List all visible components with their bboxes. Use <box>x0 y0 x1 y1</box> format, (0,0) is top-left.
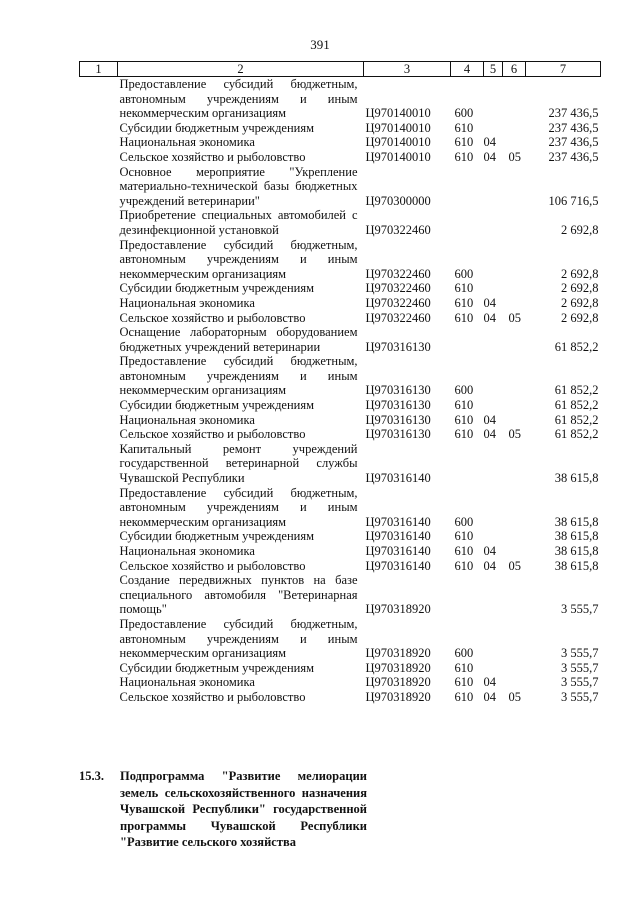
row-code-cell: Ц970316140 <box>365 558 431 573</box>
table-row <box>80 281 601 296</box>
table-row <box>80 544 601 559</box>
table-row <box>80 559 601 574</box>
page-number: 391 <box>310 37 330 52</box>
row-number-cell <box>80 529 118 544</box>
row-amount-cell: 3 555,7 <box>561 646 599 661</box>
row-rz-cell: 04 <box>483 310 496 325</box>
table-row <box>80 165 601 209</box>
row-amount-cell: 38 615,8 <box>554 529 599 544</box>
row-vr-cell: 610 <box>454 544 474 558</box>
row-number-cell <box>80 165 118 209</box>
row-code-cell: Ц970316130 <box>365 412 431 427</box>
row-amount-cell: 38 615,8 <box>554 558 599 573</box>
row-code-cell: Ц970140010 <box>365 135 431 150</box>
table-header-row <box>80 62 601 77</box>
row-vr-cell: 610 <box>454 295 474 310</box>
row-amount-cell: 237 436,5 <box>548 106 599 121</box>
header-cell-6: 6 <box>503 62 526 77</box>
row-pr-cell <box>503 544 526 559</box>
row-name-cell: Национальная экономика <box>119 544 255 558</box>
row-name-cell: Субсидии бюджетным учреждениям <box>119 398 315 413</box>
row-name-cell: Предоставление субсидий бюджетным, автономным учреждениям и иным некоммерческим организациям <box>119 354 358 398</box>
row-vr-cell: 600 <box>454 266 474 281</box>
row-name-cell: Основное мероприятие "Укрепление материально-технической базы бюджетных учреждений ветеринарии" <box>119 164 358 208</box>
row-pr-cell <box>503 354 526 398</box>
row-code-cell: Ц970318920 <box>365 602 431 617</box>
row-number-cell <box>80 413 118 428</box>
row-pr-cell <box>503 413 526 428</box>
row-vr-cell: 610 <box>454 310 474 325</box>
row-vr-cell: 610 <box>454 398 474 413</box>
row-name-cell: Предоставление субсидий бюджетным, автономным учреждениям и иным некоммерческим организациям <box>119 616 358 661</box>
row-name-cell: Национальная экономика <box>119 675 255 690</box>
row-pr-cell <box>503 281 526 296</box>
row-pr-cell <box>503 398 526 413</box>
row-vr-cell: 610 <box>454 529 474 544</box>
row-pr-cell <box>503 296 526 311</box>
header-cell-3: 3 <box>364 62 451 77</box>
header-cell-1: 1 <box>80 62 118 77</box>
row-name-cell: Сельское хозяйство и рыболовство <box>119 558 306 573</box>
row-amount-cell: 3 555,7 <box>561 675 599 690</box>
row-name-cell: Сельское хозяйство и рыболовство <box>119 149 306 164</box>
row-code-cell: Ц970316140 <box>365 514 431 529</box>
row-vr-cell: 610 <box>454 689 474 704</box>
row-amount-cell: 61 852,2 <box>554 398 599 413</box>
table-row <box>80 135 601 150</box>
header-cell-5: 5 <box>484 62 503 77</box>
row-code-cell: Ц970300000 <box>365 193 431 208</box>
row-number-cell <box>80 398 118 413</box>
row-code-cell: Ц970318920 <box>365 646 431 661</box>
row-vr-cell: 600 <box>454 106 474 121</box>
row-amount-cell: 61 852,2 <box>554 383 599 398</box>
row-number-cell <box>80 617 118 661</box>
budget-table <box>79 61 601 705</box>
row-vr-cell: 600 <box>454 646 474 661</box>
row-vr-cell: 600 <box>454 383 474 398</box>
row-amount-cell: 237 436,5 <box>548 149 599 164</box>
row-rz-cell: 04 <box>483 427 496 442</box>
table-row <box>80 427 601 442</box>
row-vr-cell: 610 <box>454 149 474 164</box>
row-name-cell: Создание передвижных пунктов на базе специального автомобиля "Ветеринарная помощь" <box>119 573 358 617</box>
row-number-cell <box>80 559 118 574</box>
row-pr-cell <box>503 442 526 486</box>
row-pr-cell <box>503 77 526 121</box>
row-pr-cell: 05 <box>508 149 521 164</box>
row-pr-cell <box>503 675 526 690</box>
row-code-cell: Ц970322460 <box>365 266 431 281</box>
table-row <box>80 573 601 617</box>
row-code-cell: Ц970140010 <box>365 149 431 164</box>
table-row <box>80 675 601 690</box>
row-code-cell: Ц970316130 <box>365 427 431 442</box>
row-vr-cell: 610 <box>454 660 474 675</box>
row-amount-cell: 3 555,7 <box>561 689 599 704</box>
row-name-cell: Субсидии бюджетным учреждениям <box>119 529 315 544</box>
row-vr-cell <box>451 208 484 237</box>
row-name-cell: Сельское хозяйство и рыболовство <box>119 427 306 442</box>
row-name-cell: Национальная экономика <box>119 135 255 150</box>
row-amount-cell: 237 436,5 <box>548 120 599 135</box>
subprogram-number: 15.3. <box>79 769 104 783</box>
row-number-cell <box>80 135 118 150</box>
row-amount-cell: 2 692,8 <box>561 295 599 310</box>
row-pr-cell <box>503 238 526 282</box>
row-number-cell <box>80 486 118 530</box>
table-row <box>80 354 601 398</box>
row-rz-cell <box>484 121 503 136</box>
row-pr-cell <box>503 486 526 530</box>
row-rz-cell <box>484 573 503 617</box>
row-number-cell <box>80 325 118 354</box>
row-amount-cell: 3 555,7 <box>561 660 599 675</box>
row-rz-cell: 04 <box>483 295 496 310</box>
row-code-cell: Ц970318920 <box>365 689 431 704</box>
row-code-cell: Ц970140010 <box>365 106 431 121</box>
row-number-cell <box>80 238 118 282</box>
row-name-cell: Предоставление субсидий бюджетным, автономным учреждениям и иным некоммерческим организациям <box>119 77 358 121</box>
row-vr-cell: 600 <box>454 514 474 529</box>
row-code-cell: Ц970316130 <box>365 339 431 354</box>
row-rz-cell: 04 <box>483 675 496 690</box>
table-row <box>80 442 601 486</box>
row-name-cell: Предоставление субсидий бюджетным, автономным учреждениям и иным некоммерческим организациям <box>119 237 358 281</box>
row-code-cell: Ц970316130 <box>365 383 431 398</box>
row-pr-cell <box>503 573 526 617</box>
row-amount-cell: 61 852,2 <box>554 412 599 427</box>
row-code-cell: Ц970316140 <box>365 544 431 558</box>
table-row <box>80 529 601 544</box>
row-code-cell: Ц970322460 <box>365 310 431 325</box>
row-pr-cell: 05 <box>508 427 521 442</box>
row-number-cell <box>80 311 118 326</box>
row-rz-cell <box>484 617 503 661</box>
row-vr-cell <box>451 165 484 209</box>
table-row <box>80 238 601 282</box>
row-amount-cell: 61 852,2 <box>554 427 599 442</box>
row-rz-cell <box>484 486 503 530</box>
row-pr-cell <box>503 529 526 544</box>
row-rz-cell <box>484 325 503 354</box>
table-row <box>80 77 601 121</box>
table-row <box>80 617 601 661</box>
row-name-cell: Субсидии бюджетным учреждениям <box>119 120 315 135</box>
row-code-cell: Ц970322460 <box>365 281 431 296</box>
row-rz-cell <box>484 208 503 237</box>
row-name-cell: Национальная экономика <box>119 412 255 427</box>
header-cell-7: 7 <box>526 62 601 77</box>
row-vr-cell: 610 <box>454 427 474 442</box>
table-row <box>80 661 601 676</box>
table-row <box>80 486 601 530</box>
row-name-cell: Сельское хозяйство и рыболовство <box>119 689 306 704</box>
row-number-cell <box>80 544 118 559</box>
row-vr-cell: 610 <box>454 135 474 150</box>
row-rz-cell <box>484 238 503 282</box>
table-row <box>80 121 601 136</box>
row-number-cell <box>80 690 118 705</box>
row-code-cell: Ц970322460 <box>365 295 431 310</box>
row-pr-cell <box>503 165 526 209</box>
row-vr-cell <box>451 325 484 354</box>
row-code-cell: Ц970318920 <box>365 675 431 690</box>
row-number-cell <box>80 208 118 237</box>
row-rz-cell <box>484 281 503 296</box>
row-rz-cell <box>484 354 503 398</box>
table-row <box>80 413 601 428</box>
table-row <box>80 325 601 354</box>
table-row <box>80 690 601 705</box>
row-code-cell: Ц970316140 <box>365 529 431 544</box>
row-pr-cell <box>503 208 526 237</box>
row-code-cell: Ц970140010 <box>365 120 431 135</box>
row-rz-cell: 04 <box>483 544 496 558</box>
row-code-cell: Ц970316140 <box>365 471 431 486</box>
row-vr-cell: 610 <box>454 120 474 135</box>
row-rz-cell: 04 <box>483 689 496 704</box>
row-name-cell: Предоставление субсидий бюджетным, автономным учреждениям и иным некоммерческим организациям <box>119 485 358 529</box>
row-pr-cell <box>503 135 526 150</box>
table-row <box>80 150 601 165</box>
row-number-cell <box>80 573 118 617</box>
row-number-cell <box>80 77 118 121</box>
row-name-cell: Субсидии бюджетным учреждениям <box>119 281 315 296</box>
row-amount-cell: 237 436,5 <box>548 135 599 150</box>
row-rz-cell: 04 <box>483 135 496 150</box>
table-row <box>80 398 601 413</box>
row-vr-cell: 610 <box>454 675 474 690</box>
row-pr-cell: 05 <box>508 558 521 573</box>
row-code-cell: Ц970316130 <box>365 398 431 413</box>
row-amount-cell: 3 555,7 <box>561 602 599 617</box>
row-name-cell: Сельское хозяйство и рыболовство <box>119 310 306 325</box>
subprogram-title: Подпрограмма "Развитие мелиорации земель сельскохозяйственного назначения Чувашской Республики" государственной программы Чувашской Республики "Развитие сельского хозяйства <box>120 769 367 849</box>
row-rz-cell <box>484 442 503 486</box>
row-number-cell <box>80 150 118 165</box>
row-rz-cell <box>484 661 503 676</box>
row-number-cell <box>80 442 118 486</box>
row-amount-cell: 106 716,5 <box>548 193 599 208</box>
row-amount-cell: 2 692,8 <box>561 310 599 325</box>
row-rz-cell <box>484 77 503 121</box>
row-number-cell <box>80 427 118 442</box>
row-name-cell: Капитальный ремонт учреждений государственной ветеринарной службы Чувашской Республики <box>119 441 358 486</box>
table-row <box>80 208 601 237</box>
row-amount-cell: 38 615,8 <box>554 544 599 558</box>
row-amount-cell: 2 692,8 <box>561 266 599 281</box>
row-number-cell <box>80 661 118 676</box>
row-pr-cell: 05 <box>508 689 521 704</box>
row-rz-cell: 04 <box>483 149 496 164</box>
row-vr-cell: 610 <box>454 558 474 573</box>
row-rz-cell: 04 <box>483 558 496 573</box>
row-pr-cell <box>503 325 526 354</box>
header-cell-4: 4 <box>451 62 484 77</box>
table-row <box>80 311 601 326</box>
row-number-cell <box>80 121 118 136</box>
row-vr-cell <box>451 573 484 617</box>
row-name-cell: Оснащение лабораторным оборудованием бюджетных учреждений ветеринарии <box>119 325 358 354</box>
row-rz-cell <box>484 398 503 413</box>
row-rz-cell <box>484 165 503 209</box>
header-cell-2: 2 <box>118 62 364 77</box>
row-name-cell: Приобретение специальных автомобилей с дезинфекционной установкой <box>119 208 358 237</box>
row-name-cell: Субсидии бюджетным учреждениям <box>119 660 315 675</box>
row-vr-cell: 610 <box>454 281 474 296</box>
row-code-cell: Ц970318920 <box>365 660 431 675</box>
row-number-cell <box>80 675 118 690</box>
row-amount-cell: 2 692,8 <box>561 281 599 296</box>
row-pr-cell: 05 <box>508 310 521 325</box>
row-name-cell: Национальная экономика <box>119 295 255 310</box>
row-amount-cell: 38 615,8 <box>554 471 599 486</box>
row-number-cell <box>80 354 118 398</box>
row-pr-cell <box>503 617 526 661</box>
row-vr-cell <box>451 442 484 486</box>
row-code-cell: Ц970322460 <box>365 222 431 237</box>
row-amount-cell: 61 852,2 <box>554 339 599 354</box>
row-pr-cell <box>503 661 526 676</box>
row-vr-cell: 610 <box>454 412 474 427</box>
row-rz-cell <box>484 529 503 544</box>
row-amount-cell: 2 692,8 <box>561 222 599 237</box>
row-amount-cell: 38 615,8 <box>554 514 599 529</box>
row-rz-cell: 04 <box>483 412 496 427</box>
table-row <box>80 296 601 311</box>
row-number-cell <box>80 296 118 311</box>
row-pr-cell <box>503 121 526 136</box>
row-number-cell <box>80 281 118 296</box>
